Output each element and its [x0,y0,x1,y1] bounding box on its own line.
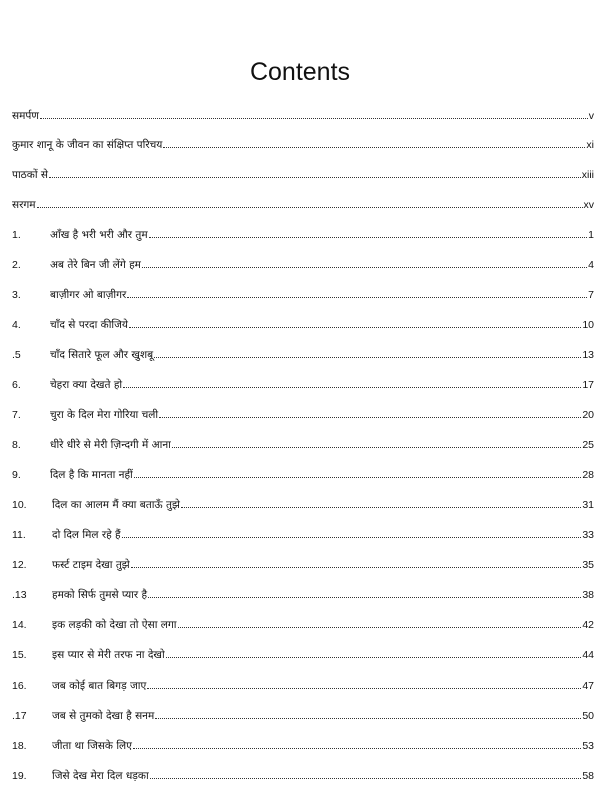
toc-entry-number: 8. [12,439,21,451]
page-title: Contents [249,58,351,86]
toc-entry-row[interactable] [12,228,594,242]
toc-entry-row[interactable] [12,709,594,723]
toc-label: चेहरा क्या देखते हो [50,379,123,391]
toc-entry-number: .5 [12,349,21,361]
toc-label: पाठकों से [12,169,49,181]
toc-entry-row[interactable] [12,438,594,452]
toc-label: चुरा के दिल मेरा गोरिया चली [50,409,159,421]
toc-entry-row[interactable] [12,378,594,392]
toc-front-row[interactable] [12,138,594,152]
toc-page-number: xv [583,199,594,211]
toc-entry-row[interactable] [12,648,594,662]
toc-front-row[interactable] [12,109,594,123]
leader-dots [163,138,585,148]
toc-page-number: 25 [582,439,594,451]
toc-label: आँख है भरी भरी और तुम [50,229,148,241]
toc-entry-number: 10. [12,499,27,511]
leader-dots [172,438,581,448]
toc-entry-number: 9. [12,469,21,481]
toc-entry-number: 14. [12,619,27,631]
toc-entry-row[interactable] [12,679,594,693]
leader-dots [178,618,582,628]
toc-entry-number: 15. [12,649,27,661]
toc-label: कुमार शानू के जीवन का संक्षिप्त परिचय [12,139,163,151]
leader-dots [149,228,587,238]
toc-entry-row[interactable] [12,739,594,753]
leader-dots [142,258,587,268]
toc-entry-number: 4. [12,319,21,331]
toc-page-number: 38 [582,589,594,601]
toc-label: जिसे देख मेरा दिल धड़का [52,770,149,782]
toc-entry-number: 12. [12,559,27,571]
toc-page-number: 47 [582,680,594,692]
leader-dots [147,679,581,689]
toc-label: जब कोई बात बिगड़ जाए [52,680,147,692]
toc-label: दो दिल मिल रहे हैं [52,529,121,541]
toc-entry-row[interactable] [12,348,594,362]
leader-dots [155,709,581,719]
toc-entry-number: 11. [12,529,26,541]
toc-label: बाज़ीगर ओ बाज़ीगर [50,289,127,301]
toc-entry-row[interactable] [12,618,594,632]
toc-entry-number: 1. [12,229,21,241]
toc-entry-number: .13 [12,589,27,601]
leader-dots [123,378,581,388]
toc-label: हमको सिर्फ तुमसे प्यार है [52,589,148,601]
leader-dots [166,648,582,658]
toc-page-number: 10 [582,319,594,331]
toc-entry-number: 3. [12,289,21,301]
toc-page-number: xi [586,139,594,151]
toc-page-number: 58 [582,770,594,782]
toc-label: चाँद सितारे फूल और खुशबू [50,349,154,361]
toc-page-number: 20 [582,409,594,421]
toc-page-number: 17 [582,379,594,391]
toc-label: धीरे धीरे से मेरी ज़िन्दगी में आना [50,439,171,451]
toc-entry-row[interactable] [12,769,594,783]
leader-dots [49,168,581,178]
toc-entry-row[interactable] [12,498,594,512]
toc-page-number: 33 [582,529,594,541]
leader-dots [134,468,582,478]
leader-dots [150,769,582,779]
toc-entry-number: 19. [12,770,27,782]
toc-label: दिल है कि मानता नहीं [50,469,133,481]
toc-label: फर्स्ट टाइम देखा तुझे [52,559,130,571]
toc-entry-number: 16. [12,680,27,692]
toc-front-row[interactable] [12,198,594,212]
toc-entry-row[interactable] [12,468,594,482]
toc-page-number: 44 [582,649,594,661]
toc-entry-row[interactable] [12,318,594,332]
toc-page-number: v [588,110,594,122]
toc-page-number: 13 [582,349,594,361]
toc-page-number: 1 [588,229,594,241]
toc-page-number: 7 [588,289,594,301]
toc-page-number: 42 [582,619,594,631]
toc-entry-row[interactable] [12,288,594,302]
leader-dots [154,348,581,358]
toc-label: इस प्यार से मेरी तरफ ना देखो [52,649,165,661]
toc-label: चाँद से परदा कीजिये [50,319,129,331]
toc-entry-number: 6. [12,379,21,391]
leader-dots [122,528,582,538]
leader-dots [129,318,581,328]
toc-page-number: 28 [582,469,594,481]
leader-dots [148,588,581,598]
toc-entry-number: .17 [12,710,27,722]
toc-entry-number: 2. [12,259,21,271]
toc-label: इक लड़की को देखा तो ऐसा लगा [52,619,177,631]
toc-front-row[interactable] [12,168,594,182]
leader-dots [133,739,581,749]
leader-dots [181,498,581,508]
toc-page-number: 4 [588,259,594,271]
toc-label: जब से तुमको देखा है सनम [52,710,155,722]
toc-entry-row[interactable] [12,528,594,542]
toc-label: दिल का आलम मैं क्या बताऊँ तुझे [52,499,180,511]
toc-label: समर्पण [12,110,39,122]
toc-page-number: 35 [582,559,594,571]
toc-entry-row[interactable] [12,588,594,602]
toc-entry-row[interactable] [12,258,594,272]
toc-entry-row[interactable] [12,408,594,422]
leader-dots [127,288,587,298]
toc-page-number: 31 [582,499,594,511]
toc-label: जीता था जिसके लिए [52,740,132,752]
toc-page-number: 53 [582,740,594,752]
toc-label: अब तेरे बिन जी लेंगे हम [50,259,141,271]
toc-page-number: xiii [581,169,594,181]
leader-dots [131,558,582,568]
toc-entry-row[interactable] [12,558,594,572]
leader-dots [37,198,583,208]
leader-dots [159,408,581,418]
toc-entry-number: 7. [12,409,21,421]
toc-entry-number: 18. [12,740,27,752]
toc-page-number: 50 [582,710,594,722]
leader-dots [40,109,588,119]
toc-label: सरगम [12,199,36,211]
